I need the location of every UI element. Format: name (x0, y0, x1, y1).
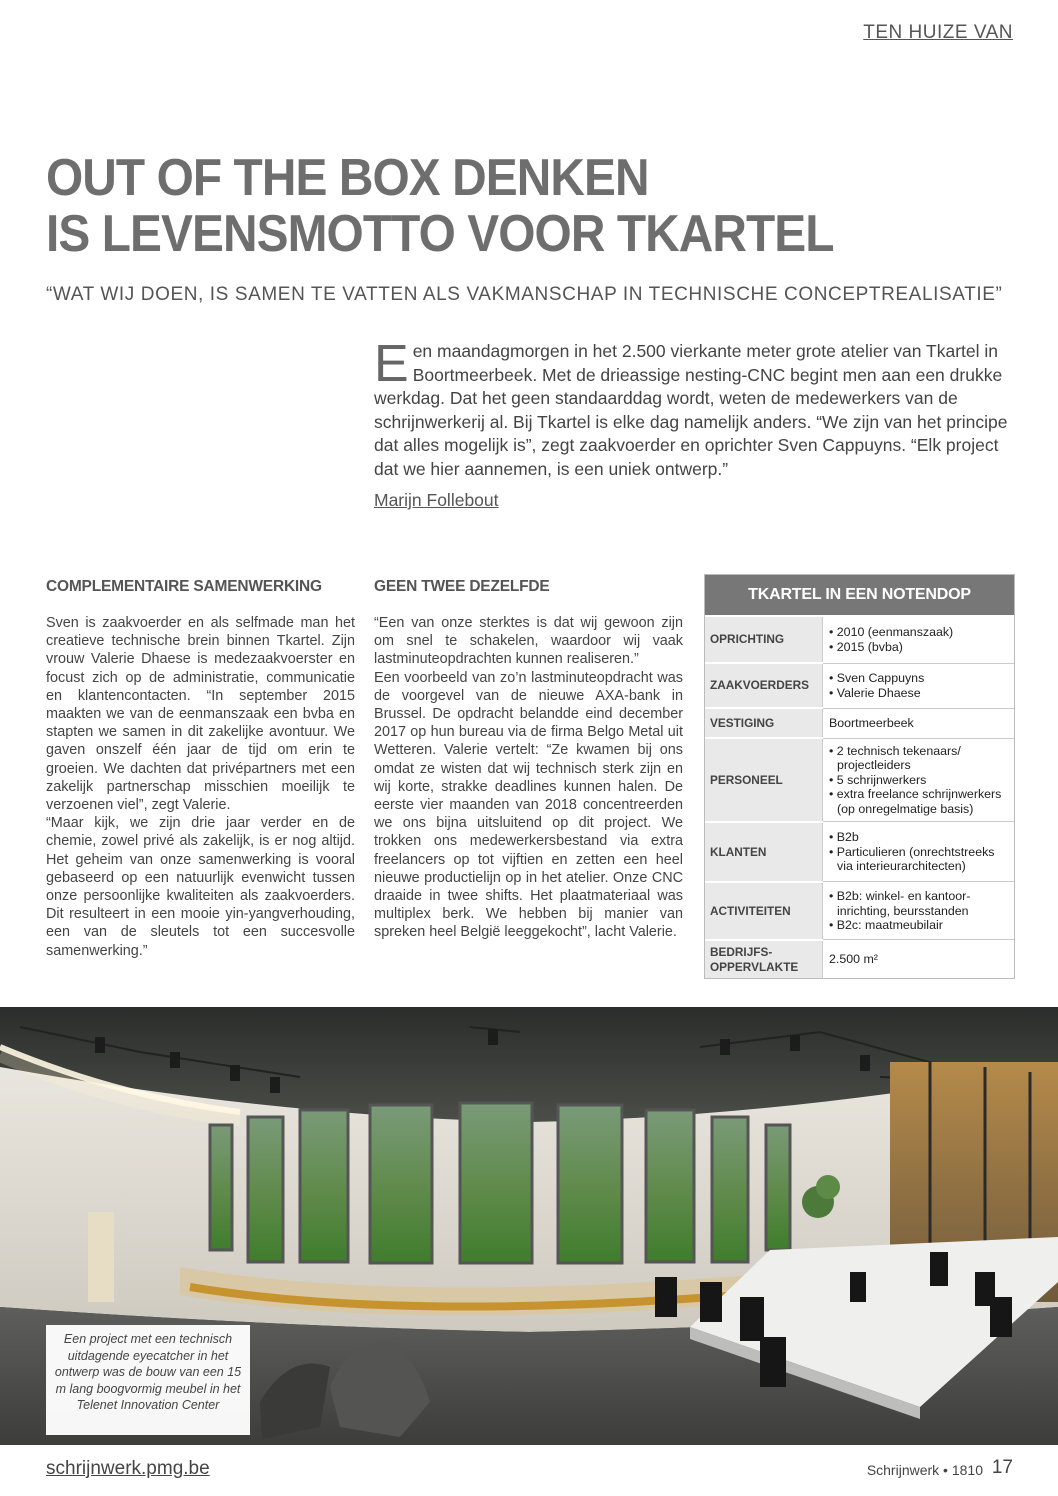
page-number: 17 (991, 1457, 1013, 1478)
factbox-key: VESTIGING (705, 708, 823, 738)
factbox-value-item: • B2c: maatmeubilair (829, 918, 943, 933)
factbox-value-item: • B2b: winkel- en kantoor-inrichting, beursstanden (829, 889, 971, 918)
factbox-key: ZAAKVOERDERS (705, 663, 823, 708)
column1-paragraph: “Maar kijk, we zijn drie jaar verder en de chemie, zowel privé als zakelijk, is er nog altijd. Het geheim van onze samenwerking is vooral gebaseerd op een natuurlijk evenwicht tussen onze persoonlijke kwaliteiten als zaakvoerders. Dit resulteert in een mooie yin-yangverhouding, een van de sleutels tot een succesvolle samenwerking.” (46, 815, 355, 959)
factbox-row (705, 708, 1014, 738)
author-link[interactable]: Marijn Follebout (374, 490, 499, 510)
article-subtitle: “WAT WIJ DOEN, IS SAMEN TE VATTEN ALS VAKMANSCHAP IN TECHNISCHE CONCEPTREALISATIE” (46, 284, 1003, 305)
footer-url-link[interactable]: schrijnwerk.pmg.be (46, 1458, 210, 1479)
factbox-value-item: • 5 schrijnwerkers (829, 772, 927, 787)
factbox-value (823, 738, 1015, 822)
factbox-value (823, 882, 1015, 940)
factbox-value (823, 708, 1015, 738)
factbox-row (705, 822, 1014, 882)
column-geen-twee (374, 578, 683, 942)
article-title (46, 150, 948, 262)
factbox-value-item: • Particulieren (onrechtstreeks via interieurarchitecten) (829, 844, 995, 874)
photo-caption: Een project met een technisch uitdagende eyecatcher in het ontwerp was de bouw van een 15 m lang boogvormig meubel in het Telenet Innovation Center (46, 1325, 250, 1435)
article-title-line1: OUT OF THE BOX DENKEN (46, 149, 649, 207)
factbox-key: KLANTEN (705, 822, 823, 882)
factbox-key: ACTIVITEITEN (705, 882, 823, 940)
factbox-value (823, 940, 1015, 978)
section-label: TEN HUIZE VAN (863, 22, 1013, 43)
factbox-title: TKARTEL IN EEN NOTENDOP (705, 575, 1014, 615)
factbox-value-item: • 2 technisch tekenaars/ projectleiders (829, 743, 961, 773)
factbox-row (705, 616, 1014, 663)
factbox-value-item: 2.500 m² (829, 952, 878, 967)
intro-text: en maandagmorgen in het 2.500 vierkante meter grote atelier van Tkartel in Boortmeerbeek. Met de drieassige nesting-CNC begint men aan een drukke werkdag. Dat het geen standaarddag wordt, weten de medewerkers van de schrijnwerkerij al. Bij Tkartel is elke dag namelijk anders. “We zijn van het principe dat alles mogelijk is”, zegt zaakvoerder en oprichter Sven Cappuyns. “Elk project dat we hier aannemen, is een uniek ontwerp.” (374, 341, 1008, 479)
factbox-value (823, 822, 1015, 882)
article-title-line2: IS LEVENSMOTTO VOOR TKARTEL (46, 205, 834, 263)
factbox-row (705, 738, 1014, 822)
factbox-table (705, 615, 1014, 978)
factbox-value (823, 616, 1015, 663)
factbox (704, 574, 1015, 979)
column2-heading: GEEN TWEE DEZELFDE (374, 578, 550, 595)
factbox-row (705, 940, 1014, 978)
factbox-row (705, 882, 1014, 940)
factbox-value-item: Boortmeerbeek (829, 715, 914, 730)
article-intro (374, 335, 1014, 481)
factbox-value-item: • extra freelance schrijnwerkers (op onregelmatige basis) (829, 787, 1002, 816)
factbox-value-item: • 2015 (bvba) (829, 639, 903, 654)
footer-issue: Schrijnwerk • 1810 (866, 1462, 983, 1478)
column1-paragraph: Sven is zaakvoerder en als selfmade man het creatieve technische brein binnen Tkartel. Zijn vrouw Valerie Dhaese is medezaakvoerster en focust zich op de administratie, communicatie en klantencontacten. “In september 2015 maakten we van de eenmanszaak een bvba en stapten we samen in dit zakelijke avontuur. We gaven onszelf één jaar de tijd om erin te groeien. We dachten dat privépartners met een zakelijk partnerschap misschien moeilijk te verzoenen viel”, zegt Valerie. (46, 615, 355, 814)
factbox-value-item: • 2010 (eenmanszaak) (829, 625, 954, 640)
column2-paragraph: “Een van onze sterktes is dat wij gewoon zijn om snel te schakelen, waardoor wij vaak lastminuteopdrachten kunnen realiseren.” (374, 615, 683, 668)
column-complementaire (46, 578, 355, 960)
intro-dropcap: E (374, 335, 409, 393)
factbox-value (823, 663, 1015, 708)
factbox-value-item: • Sven Cappuyns (829, 670, 925, 685)
factbox-key: PERSONEEL (705, 738, 823, 822)
column1-heading: COMPLEMENTAIRE SAMENWERKING (46, 578, 322, 595)
factbox-value-item: • B2b (829, 830, 859, 845)
factbox-key: OPRICHTING (705, 616, 823, 663)
factbox-key: BEDRIJFS-OPPERVLAKTE (705, 940, 823, 978)
factbox-value-item: • Valerie Dhaese (829, 685, 921, 700)
factbox-row (705, 663, 1014, 708)
column2-paragraph: Een voorbeeld van zo’n lastminuteopdracht was de voorgevel van de nieuwe AXA-bank in Brussel. De opdracht belandde eind december 2017 op hun bureau via de firma Belgo Metal uit Wetteren. Valerie vertelt: “Ze kwamen bij ons omdat ze wisten dat wij technisch sterk zijn en wij korte, strakke deadlines kunnen halen. De eerste vier maanden van 2018 concentreerden we ons bijna uitsluitend op dit project. We trokken ons medewerkersbestand via extra freelancers op tot vijftien en zetten een heel nieuwe productielijn op in het atelier. Onze CNC draaide in twee shifts. Het plaatmateriaal was multiplex berk. We hebben bij manier van spreken heel België leeggekocht”, lacht Valerie. (374, 669, 683, 941)
